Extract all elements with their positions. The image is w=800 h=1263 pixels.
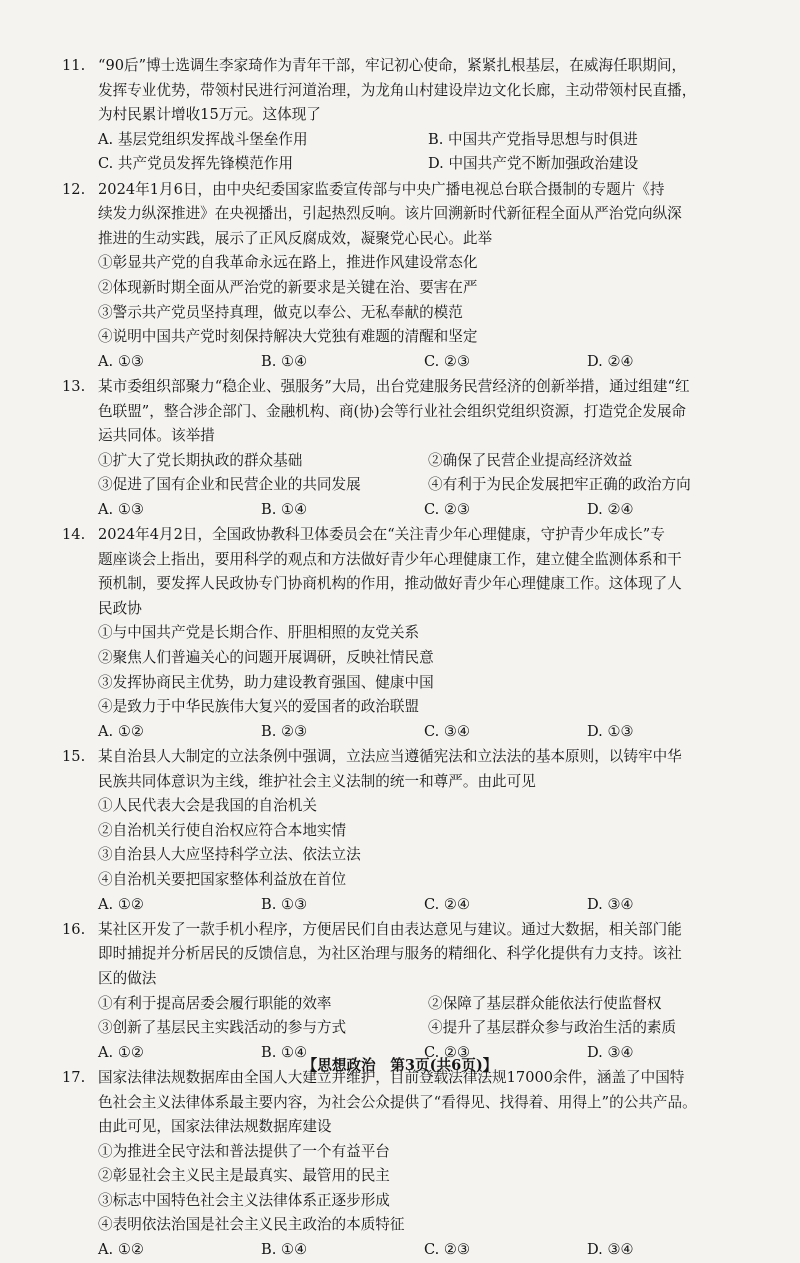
stem-line: 民政协: [98, 599, 142, 617]
question-stem: [62, 918, 762, 992]
answer-choice: B. ①④: [261, 352, 308, 370]
statement-item: ②聚焦人们普遍关心的问题开展调研，反映社情民意: [98, 649, 434, 667]
statement-item: ④表明依法治国是社会主义民主政治的本质特征: [98, 1216, 405, 1234]
question-number: 17.: [62, 1068, 86, 1086]
statement-item: ④有利于为民企发展把牢正确的政治方向: [428, 476, 691, 494]
answer-choice: A. ①②: [98, 722, 144, 740]
answer-choice: D. ②④: [587, 352, 634, 370]
stem-line: 色社会主义法律体系最主要内容，为社会公众提供了“看得见、找得着、用得上”的公共产品。: [98, 1093, 697, 1111]
answer-choice: C. ③④: [424, 722, 471, 740]
question-stem: [62, 523, 762, 621]
question-stem: [62, 54, 762, 128]
answer-choice: A. ①③: [98, 500, 144, 518]
statement-row: [62, 992, 762, 1017]
statement-item: ③警示共产党员坚持真理，做克以奉公、无私奉献的模范: [98, 303, 463, 321]
stem-line: 2024年1月6日，由中央纪委国家监委宣传部与中央广播电视总台联合摄制的专题片《持: [98, 180, 665, 198]
answer-choice: D. ①③: [587, 722, 634, 740]
answer-choice: C. ②④: [424, 895, 471, 913]
statement-row: [62, 473, 762, 498]
question-number: 12.: [62, 180, 86, 198]
question-14: [62, 523, 762, 744]
statement-item: ④提升了基层群众参与政治生活的素质: [428, 1019, 677, 1037]
stem-line: 某市委组织部聚力“稳企业、强服务”大局，出台党建服务民营经济的创新举措，通过组建“红: [98, 377, 690, 395]
question-12: [62, 178, 762, 375]
answer-choice: A. ①③: [98, 352, 144, 370]
statement-item: ③自治县人大应坚持科学立法、依法立法: [98, 846, 361, 864]
question-stem: [62, 375, 762, 449]
statement-item: ①彰显共产党的自我革命永远在路上，推进作风建设常态化: [98, 254, 478, 272]
stem-line: 预机制，要发挥人民政协专门协商机构的作用，推动做好青少年心理健康工作。这体现了人: [98, 575, 682, 593]
answer-choice: C. ②③: [424, 352, 471, 370]
answer-choice: B. ①④: [261, 1043, 308, 1061]
choice-row: [62, 1238, 762, 1263]
stem-line: 题座谈会上指出，要用科学的观点和方法做好青少年心理健康工作，建立健全监测体系和干: [98, 550, 682, 568]
answer-option: D. 中国共产党不断加强政治建设: [428, 155, 639, 173]
choice-row: [62, 350, 762, 375]
answer-choice: A. ①②: [98, 1043, 144, 1061]
answer-option: C. 共产党员发挥先锋模范作用: [98, 155, 294, 173]
stem-line: 某社区开发了一款手机小程序，方便居民们自由表达意见与建议。通过大数据，相关部门能: [98, 920, 682, 938]
answer-choice: B. ①④: [261, 500, 308, 518]
stem-line: 为村民累计增收15万元。这体现了: [98, 106, 321, 124]
stem-line: 即时捕捉并分析居民的反馈信息，为社区治理与服务的精细化、科学化提供有力支持。该社: [98, 945, 682, 963]
answer-choice: B. ①④: [261, 1241, 308, 1259]
choice-row: [62, 893, 762, 918]
stem-line: 某自治县人大制定的立法条例中强调，立法应当遵循宪法和立法法的基本原则，以铸牢中华: [98, 748, 682, 765]
statement-row: [62, 449, 762, 474]
question-stem: [62, 745, 762, 794]
question-15: [62, 745, 762, 917]
choice-row: [62, 720, 762, 745]
answer-choice: B. ②③: [261, 722, 308, 740]
answer-choice: C. ②③: [424, 1241, 471, 1259]
statement-item: ③促进了国有企业和民营企业的共同发展: [98, 476, 361, 494]
answer-choice: D. ③④: [587, 1043, 634, 1061]
option-row: [62, 152, 762, 177]
question-number: 11.: [62, 57, 86, 74]
question-number: 14.: [62, 526, 86, 544]
stem-line: “90后”博士选调生李家琦作为青年干部，牢记初心使命，紧紧扎根基层，在威海任职期间，: [98, 57, 687, 74]
statement-item: ①与中国共产党是长期合作、肝胆相照的友党关系: [98, 624, 420, 642]
question-13: [62, 375, 762, 523]
answer-choice: C. ②③: [424, 1043, 471, 1061]
stem-line: 推进的生动实践，展示了正风反腐成效，凝聚党心民心。此举: [98, 229, 493, 247]
statement-item: ②确保了民营企业提高经济效益: [428, 451, 633, 469]
question-11: [62, 54, 762, 177]
answer-option: A. 基层党组织发挥战斗堡垒作用: [98, 130, 308, 148]
question-17: [62, 1066, 762, 1263]
statement-item: ②保障了基层群众能依法行使监督权: [428, 994, 662, 1012]
statement-item: ④自治机关要把国家整体利益放在首位: [98, 870, 347, 888]
answer-choice: C. ②③: [424, 500, 471, 518]
question-stem: [62, 178, 762, 252]
choice-row: [62, 498, 762, 523]
answer-choice: A. ①②: [98, 1241, 144, 1259]
answer-option: B. 中国共产党指导思想与时俱进: [428, 130, 638, 148]
statement-item: ③创新了基层民主实践活动的参与方式: [98, 1019, 347, 1037]
statement-item: ③发挥协商民主优势，助力建设教育强国、健康中国: [98, 673, 434, 691]
statement-item: ④说明中国共产党时刻保持解决大党独有难题的清醒和坚定: [98, 328, 478, 346]
question-number: 13.: [62, 377, 86, 395]
statement-row: [62, 1016, 762, 1041]
option-row: [62, 128, 762, 153]
stem-line: 2024年4月2日，全国政协教科卫体委员会在“关注青少年心理健康，守护青少年成长”专: [98, 526, 665, 544]
answer-choice: A. ①②: [98, 895, 144, 913]
question-number: 16.: [62, 920, 86, 938]
statement-item: ①扩大了党长期执政的群众基础: [98, 451, 303, 469]
question-list: [62, 54, 762, 1263]
answer-choice: D. ③④: [587, 895, 634, 913]
statement-item: ②体现新时期全面从严治党的新要求是关键在治、要害在严: [98, 278, 478, 296]
statement-item: ②彰显社会主义民主是最真实、最管用的民主: [98, 1167, 390, 1185]
stem-line: 由此可见，国家法律法规数据库建设: [98, 1118, 332, 1136]
question-number: 15.: [62, 748, 86, 765]
stem-line: 民族共同体意识为主线，维护社会主义法制的统一和尊严。由此可见: [98, 772, 536, 790]
statement-item: ④是致力于中华民族伟大复兴的爱国者的政治联盟: [98, 698, 420, 716]
statement-item: ①有利于提高居委会履行职能的效率: [98, 994, 332, 1012]
stem-line: 国家法律法规数据库由全国人大建立并维护，目前登载法律法规17000余件，涵盖了中国特: [98, 1068, 685, 1086]
statement-item: ①人民代表大会是我国的自治机关: [98, 797, 317, 815]
answer-choice: D. ②④: [587, 500, 634, 518]
answer-choice: D. ③④: [587, 1241, 634, 1259]
statement-item: ③标志中国特色社会主义法律体系正逐步形成: [98, 1191, 390, 1209]
question-16: [62, 918, 762, 1066]
stem-line: 续发力纵深推进》在央视播出，引起热烈反响。该片回溯新时代新征程全面从严治党向纵深: [98, 205, 682, 223]
stem-line: 色联盟”，整合涉企部门、金融机构、商(协)会等行业社会组织党组织资源，打造党企发展命: [98, 402, 687, 420]
stem-line: 发挥专业优势，带领村民进行河道治理，为龙角山村建设岸边文化长廊，主动带领村民直播，: [98, 81, 697, 99]
answer-choice: B. ①③: [261, 895, 308, 913]
page-footer: 【思想政治 第3页(共6页)】: [302, 1057, 498, 1074]
stem-line: 区的做法: [98, 969, 157, 987]
statement-item: ②自治机关行使自治权应符合本地实情: [98, 821, 347, 839]
stem-line: 运共同体。该举措: [98, 427, 215, 445]
statement-item: ①为推进全民守法和普法提供了一个有益平台: [98, 1142, 390, 1160]
